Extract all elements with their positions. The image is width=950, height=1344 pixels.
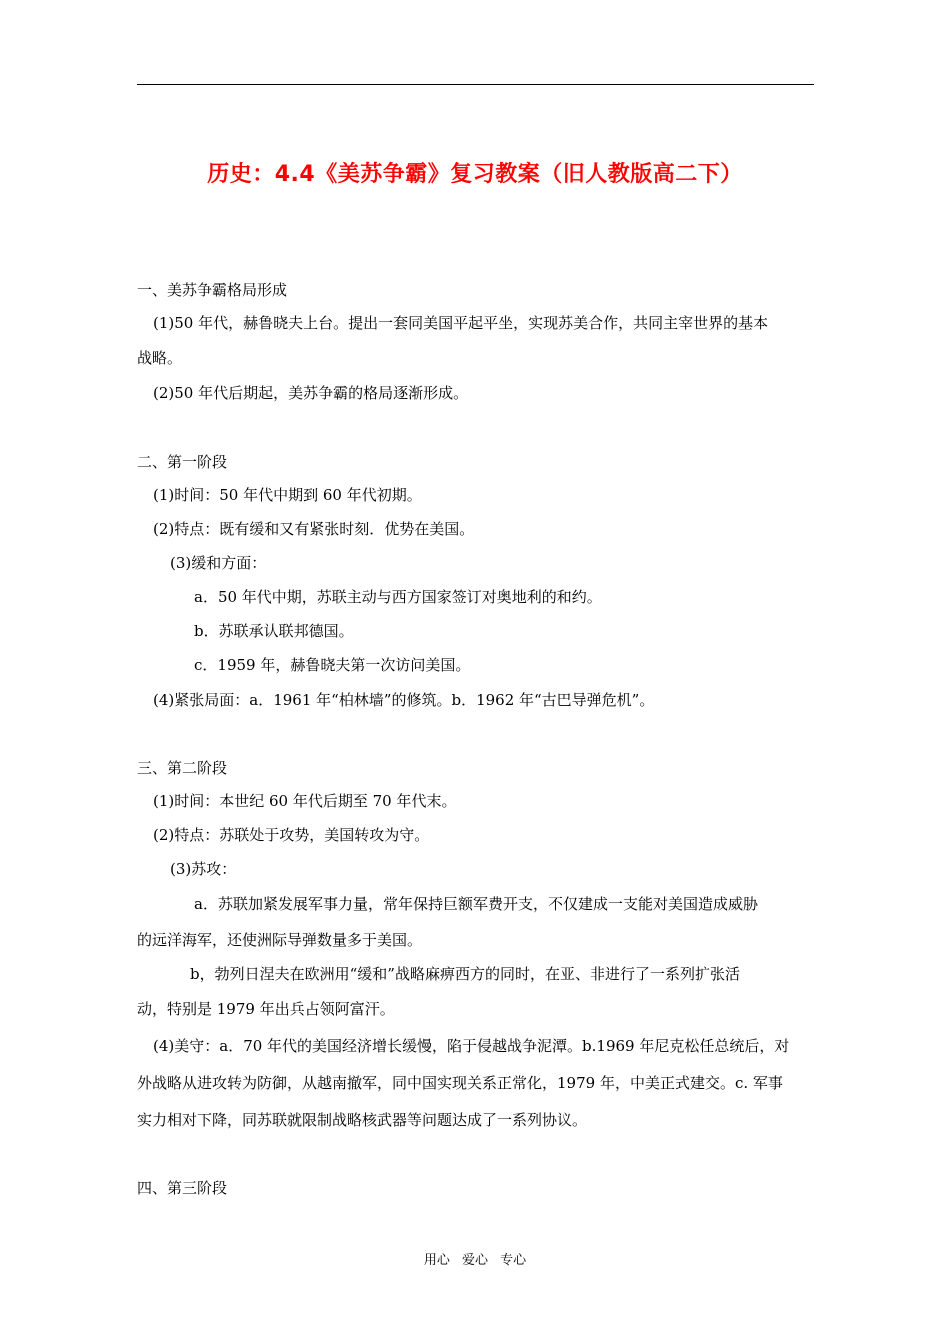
list-item: a．50 年代中期，苏联主动与西方国家签订对奥地利的和约。 (194, 588, 602, 606)
paragraph-line: 外战略从进攻转为防御，从越南撤军，同中国实现关系正常化，1979 年，中美正式建交。c. 军事 (137, 1074, 783, 1092)
page-footer: 用心 爱心 专心 (423, 1253, 527, 1268)
list-item: b．苏联承认联邦德国。 (194, 622, 354, 640)
paragraph-line: (4)紧张局面：a．1961 年“柏林墙”的修筑。b．1962 年“古巴导弹危机”。 (153, 691, 655, 709)
section-heading-3: 三、第二阶段 (137, 759, 228, 777)
paragraph-line: a．苏联加紧发展军事力量，常年保持巨额军费开支，不仅建成一支能对美国造成威胁 (194, 895, 758, 913)
paragraph-line: (3)苏攻： (170, 860, 237, 878)
header-rule (137, 84, 814, 85)
paragraph-line: (2)特点：既有缓和又有紧张时刻．优势在美国。 (153, 520, 475, 538)
document-title: 历史：4.4《美苏争霸》复习教案（旧人教版高二下） (207, 162, 743, 187)
section-heading-2: 二、第一阶段 (137, 453, 228, 471)
paragraph-line: (1)50 年代，赫鲁晓夫上台。提出一套同美国平起平坐，实现苏美合作，共同主宰世界的基本 (153, 314, 769, 332)
paragraph-line: 的远洋海军，还使洲际导弹数量多于美国。 (137, 931, 423, 949)
section-heading-1: 一、美苏争霸格局形成 (137, 281, 288, 299)
paragraph-line: 战略。 (137, 349, 183, 367)
paragraph-line: (1)时间：本世纪 60 年代后期至 70 年代末。 (153, 792, 457, 810)
section-heading-4: 四、第三阶段 (137, 1179, 228, 1197)
paragraph-line: 实力相对下降，同苏联就限制战略核武器等问题达成了一系列协议。 (137, 1111, 588, 1129)
paragraph-line: (2)特点：苏联处于攻势，美国转攻为守。 (153, 826, 430, 844)
paragraph-line: 动，特别是 1979 年出兵占领阿富汗。 (137, 1000, 395, 1018)
paragraph-line: (2)50 年代后期起，美苏争霸的格局逐渐形成。 (153, 384, 469, 402)
paragraph-line: (4)美守：a．70 年代的美国经济增长缓慢，陷于侵越战争泥潭。b.1969 年尼克松任总统后，对 (153, 1037, 790, 1055)
paragraph-line: b，勃列日涅夫在欧洲用“缓和”战略麻痹西方的同时，在亚、非进行了一系列扩张活 (190, 965, 740, 983)
list-item: c．1959 年，赫鲁晓夫第一次访问美国。 (194, 656, 471, 674)
paragraph-line: (1)时间：50 年代中期到 60 年代初期。 (153, 486, 422, 504)
paragraph-line: (3)缓和方面： (170, 554, 267, 572)
